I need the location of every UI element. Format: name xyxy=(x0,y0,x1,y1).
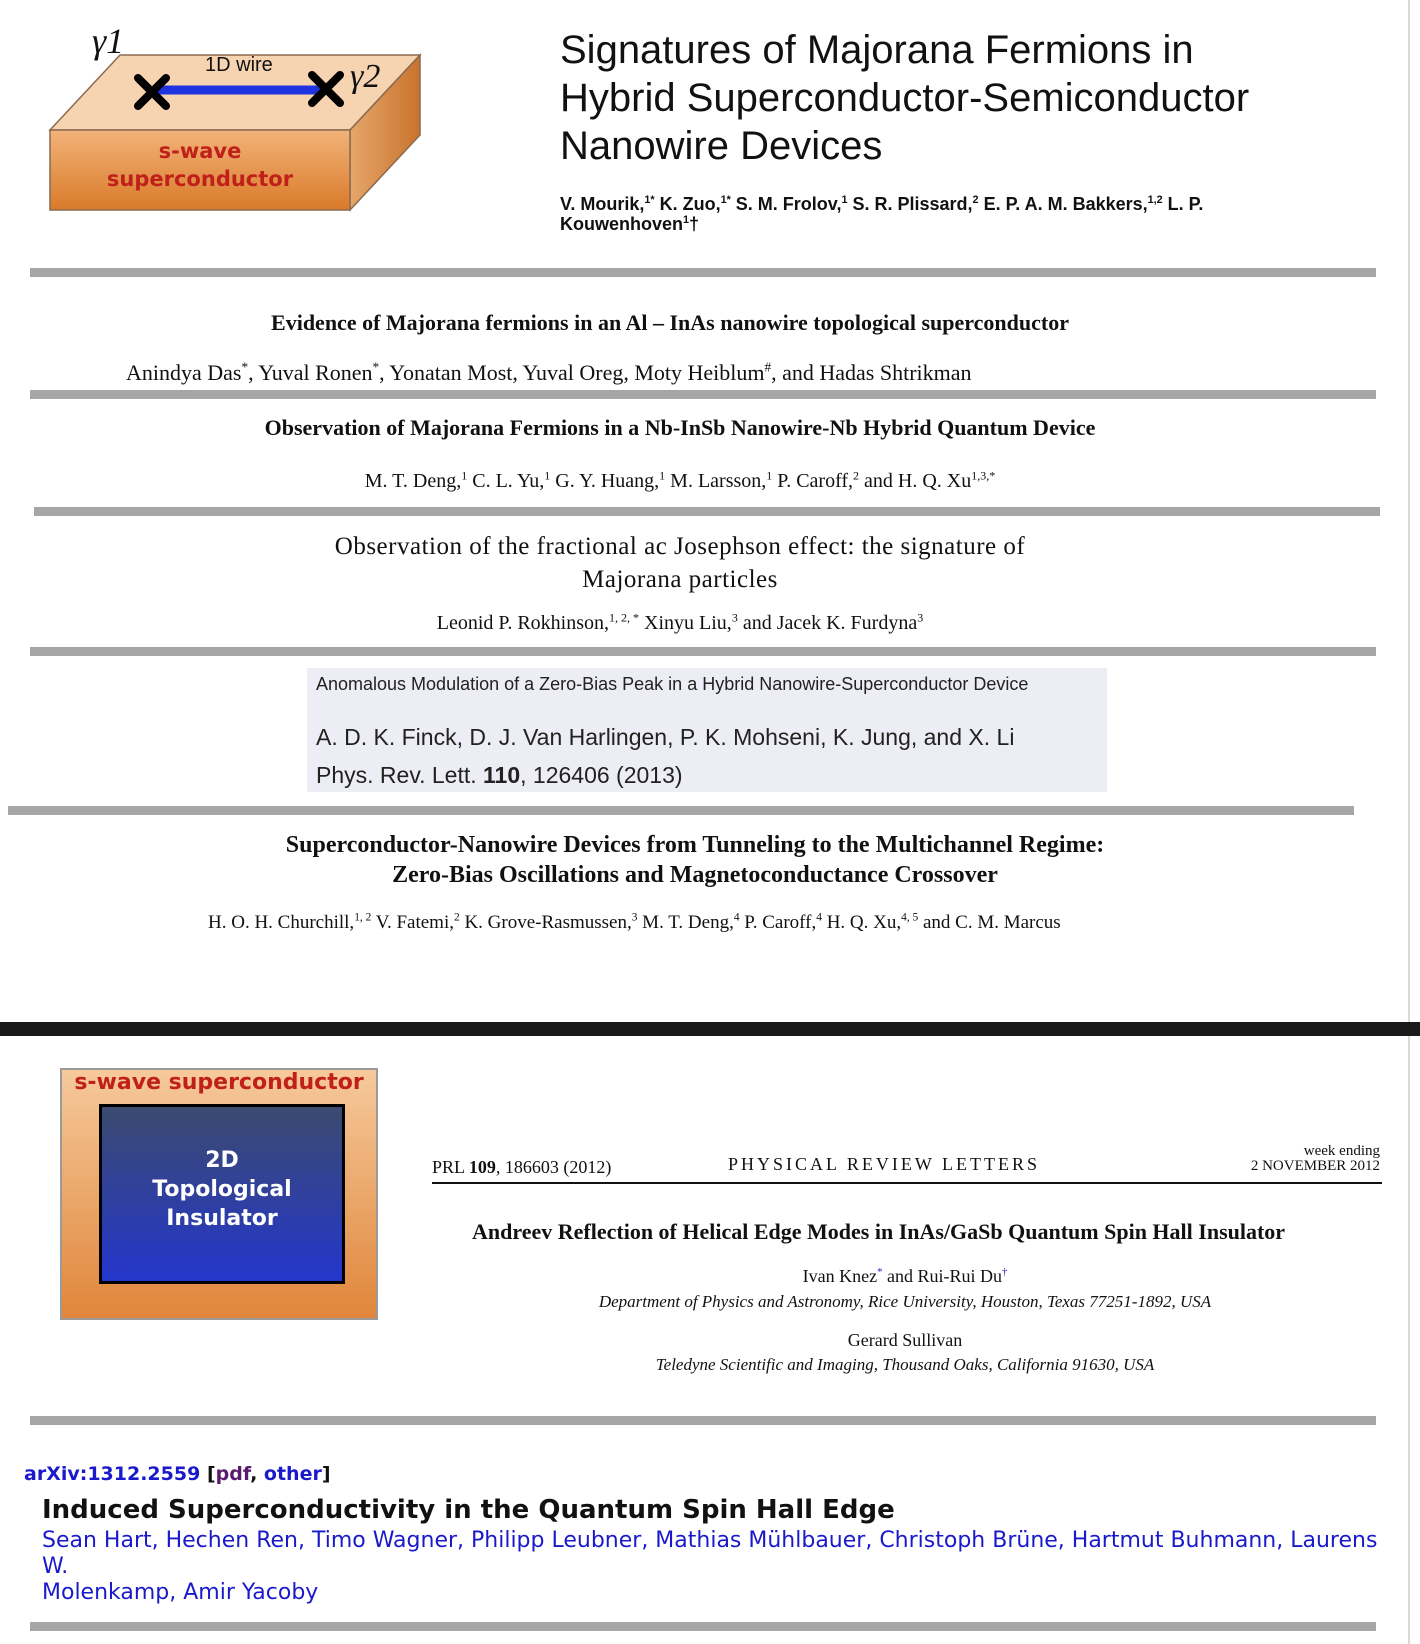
paper6-authors xyxy=(208,912,1061,934)
journal-abbrev: PRL xyxy=(432,1157,469,1177)
affil-sup: † xyxy=(1001,1266,1008,1278)
affil-sup: 3 xyxy=(631,911,638,924)
wire-label: 1D wire xyxy=(205,54,273,76)
pages: , 126406 (2013) xyxy=(520,762,683,788)
author: P. Caroff, xyxy=(739,912,817,933)
affil-sup: 1* xyxy=(720,194,731,206)
paper7-authors xyxy=(400,1266,1410,1287)
affil-sup: 1 xyxy=(461,468,468,483)
block-label-line2: superconductor xyxy=(106,167,294,191)
author: M. T. Deng, xyxy=(637,912,734,933)
author: M. Larsson, xyxy=(665,470,767,492)
author: , and Hadas Shtrikman xyxy=(771,360,972,385)
volume: 109 xyxy=(468,1157,496,1177)
paper1-title-line1: Signatures of Majorana Fermions in xyxy=(560,28,1194,72)
affil-sup: 1 xyxy=(544,468,551,483)
author: Ivan Knez xyxy=(802,1266,878,1286)
affil-sup: 4, 5 xyxy=(901,911,919,924)
paper5-citation xyxy=(316,762,683,789)
pdf-link[interactable]: pdf xyxy=(215,1463,251,1485)
pages: , 186603 (2012) xyxy=(495,1157,612,1177)
affil-sup: 1* xyxy=(644,194,655,206)
paper6-title xyxy=(0,830,1390,890)
affil-sup: # xyxy=(764,359,772,375)
gamma2-label: γ2 xyxy=(350,58,381,95)
dagger-mark: † xyxy=(689,214,700,234)
author: Anindya Das xyxy=(126,360,242,385)
paper7-affiliation-2: Teledyne Scientific and Imaging, Thousand Oaks, California 91630, USA xyxy=(655,1355,1155,1374)
paper7-header-rule xyxy=(432,1182,1382,1184)
paper8-authors[interactable] xyxy=(42,1528,1402,1606)
paper7-week xyxy=(1180,1144,1380,1174)
paper7-journal: PHYSICAL REVIEW LETTERS xyxy=(728,1154,1040,1174)
paper6-title-line1: Superconductor-Nanowire Devices from Tunneling to the Multichannel Regime: xyxy=(285,832,1105,858)
paper8-authors-line2[interactable]: Molenkamp, Amir Yacoby xyxy=(42,1580,319,1605)
paper4-title-line2: Majorana particles xyxy=(582,566,778,593)
author: L. P. xyxy=(1162,194,1204,214)
paper7-reference xyxy=(432,1157,611,1178)
author: and C. M. Marcus xyxy=(918,912,1061,933)
author: Kouwenhoven xyxy=(560,214,684,234)
paper1-title xyxy=(560,26,1249,170)
author: and H. Q. Xu xyxy=(859,470,972,492)
ti-inner-line2: Topological xyxy=(152,1177,292,1202)
affil-sup: 3 xyxy=(731,610,738,625)
bracket: ] xyxy=(321,1463,331,1485)
author: V. Mourik, xyxy=(560,194,645,214)
affil-sup: 1,3,* xyxy=(971,468,996,483)
author: and Rui-Rui Du xyxy=(882,1266,1002,1286)
paper8-arxiv-line xyxy=(24,1463,331,1485)
paper2-authors xyxy=(126,360,972,386)
author: , Yonatan Most, Yuval Oreg, Moty Heiblum xyxy=(379,360,765,385)
affil-sup: 2 xyxy=(853,468,860,483)
separator-rule-7 xyxy=(30,1622,1376,1631)
paper3-title: Observation of Majorana Fermions in a Nb-InSb Nanowire-Nb Hybrid Quantum Device xyxy=(264,415,1096,440)
ti-inner-line3: Insulator xyxy=(166,1206,278,1231)
paper4-title xyxy=(0,530,1360,596)
ti-inner-label xyxy=(99,1146,345,1233)
author: S. R. Plissard, xyxy=(847,194,973,214)
author: G. Y. Huang, xyxy=(550,470,660,492)
paper7-affiliation-1: Department of Physics and Astronomy, Rice University, Houston, Texas 77251-1892, USA xyxy=(598,1292,1212,1311)
affil-sup: 1 xyxy=(683,214,690,226)
affil-sup: 2 xyxy=(972,194,979,206)
week-ending-date: 2 NOVEMBER 2012 xyxy=(1250,1158,1380,1174)
other-link[interactable]: other xyxy=(263,1463,322,1485)
author: V. Fatemi, xyxy=(371,912,454,933)
paper3-authors xyxy=(0,470,1360,493)
paper1-authors xyxy=(560,194,1320,234)
separator-rule-4 xyxy=(30,647,1376,656)
affil-sup: 1,2 xyxy=(1147,194,1163,206)
ti-outer-label: s-wave superconductor xyxy=(74,1070,364,1095)
paper5-title: Anomalous Modulation of a Zero-Bias Peak in a Hybrid Nanowire-Superconductor Device xyxy=(316,674,1029,694)
affil-sup: 2 xyxy=(453,911,460,924)
affil-sup: * xyxy=(372,359,380,375)
separator-rule-3 xyxy=(34,507,1380,516)
section-divider xyxy=(0,1022,1420,1036)
author: H. Q. Xu, xyxy=(821,912,902,933)
page-right-border xyxy=(1408,0,1410,1644)
author: P. Caroff, xyxy=(772,470,854,492)
paper5-authors: A. D. K. Finck, D. J. Van Harlingen, P. K. Mohseni, K. Jung, and X. Li xyxy=(316,724,1015,750)
author: K. Grove-Rasmussen, xyxy=(459,912,632,933)
paper8-title: Induced Superconductivity in the Quantum Spin Hall Edge xyxy=(42,1495,895,1525)
journal-name: Phys. Rev. Lett. xyxy=(316,762,477,788)
paper2-title: Evidence of Majorana fermions in an Al – InAs nanowire topological superconductor xyxy=(271,310,1069,335)
affil-sup: 3 xyxy=(917,610,924,625)
author: C. L. Yu, xyxy=(467,470,545,492)
volume: 110 xyxy=(483,762,521,788)
author: S. M. Frolov, xyxy=(730,194,842,214)
affil-sup: 4 xyxy=(733,911,740,924)
author: K. Zuo, xyxy=(654,194,721,214)
author: M. T. Deng, xyxy=(364,470,462,492)
paper6-title-line2: Zero-Bias Oscillations and Magnetoconductance Crossover xyxy=(392,862,998,888)
block-label-line1: s-wave xyxy=(158,139,242,163)
separator-rule-2 xyxy=(30,390,1376,399)
author: , Yuval Ronen xyxy=(248,360,373,385)
affil-sup: 4 xyxy=(816,911,822,924)
affil-sup: 1 xyxy=(659,468,666,483)
ti-inner-line1: 2D xyxy=(205,1148,239,1173)
separator: , xyxy=(250,1463,264,1485)
separator-rule-5 xyxy=(8,806,1354,815)
bracket: [ xyxy=(200,1463,216,1485)
paper7-author-3: Gerard Sullivan xyxy=(847,1330,963,1350)
author: Xinyu Liu, xyxy=(639,612,732,634)
affil-sup: 1 xyxy=(766,468,773,483)
block-label xyxy=(60,137,340,193)
paper7-title: Andreev Reflection of Helical Edge Modes in InAs/GaSb Quantum Spin Hall Insulator xyxy=(472,1219,1286,1244)
gamma1-label: γ1 xyxy=(92,21,125,61)
affil-sup: 1 xyxy=(841,194,848,206)
paper8-authors-line1[interactable]: Sean Hart, Hechen Ren, Timo Wagner, Philipp Leubner, Mathias Mühlbauer, Christoph Brüne, Hartmut Buhmann, Laurens W. xyxy=(42,1528,1378,1579)
affil-sup: * xyxy=(877,1266,883,1278)
affil-sup: * xyxy=(241,359,249,375)
paper1-title-line2: Hybrid Superconductor-Semiconductor xyxy=(560,76,1250,120)
week-ending-label: week ending xyxy=(1303,1143,1380,1159)
affil-sup: 1, 2, * xyxy=(609,610,640,625)
affil-sup: 1, 2 xyxy=(354,911,372,924)
separator-rule-6 xyxy=(30,1416,1376,1425)
author: and Jacek K. Furdyna xyxy=(737,612,918,634)
author: H. O. H. Churchill, xyxy=(208,912,355,933)
paper4-title-line1: Observation of the fractional ac Josephson effect: the signature of xyxy=(334,533,1026,560)
author: E. P. A. M. Bakkers, xyxy=(978,194,1148,214)
paper1-title-line3: Nanowire Devices xyxy=(560,124,883,168)
separator-rule-1 xyxy=(30,268,1376,277)
arxiv-id-link[interactable]: arXiv:1312.2559 xyxy=(24,1463,201,1485)
author: Leonid P. Rokhinson, xyxy=(436,612,610,634)
paper4-authors xyxy=(0,612,1360,635)
